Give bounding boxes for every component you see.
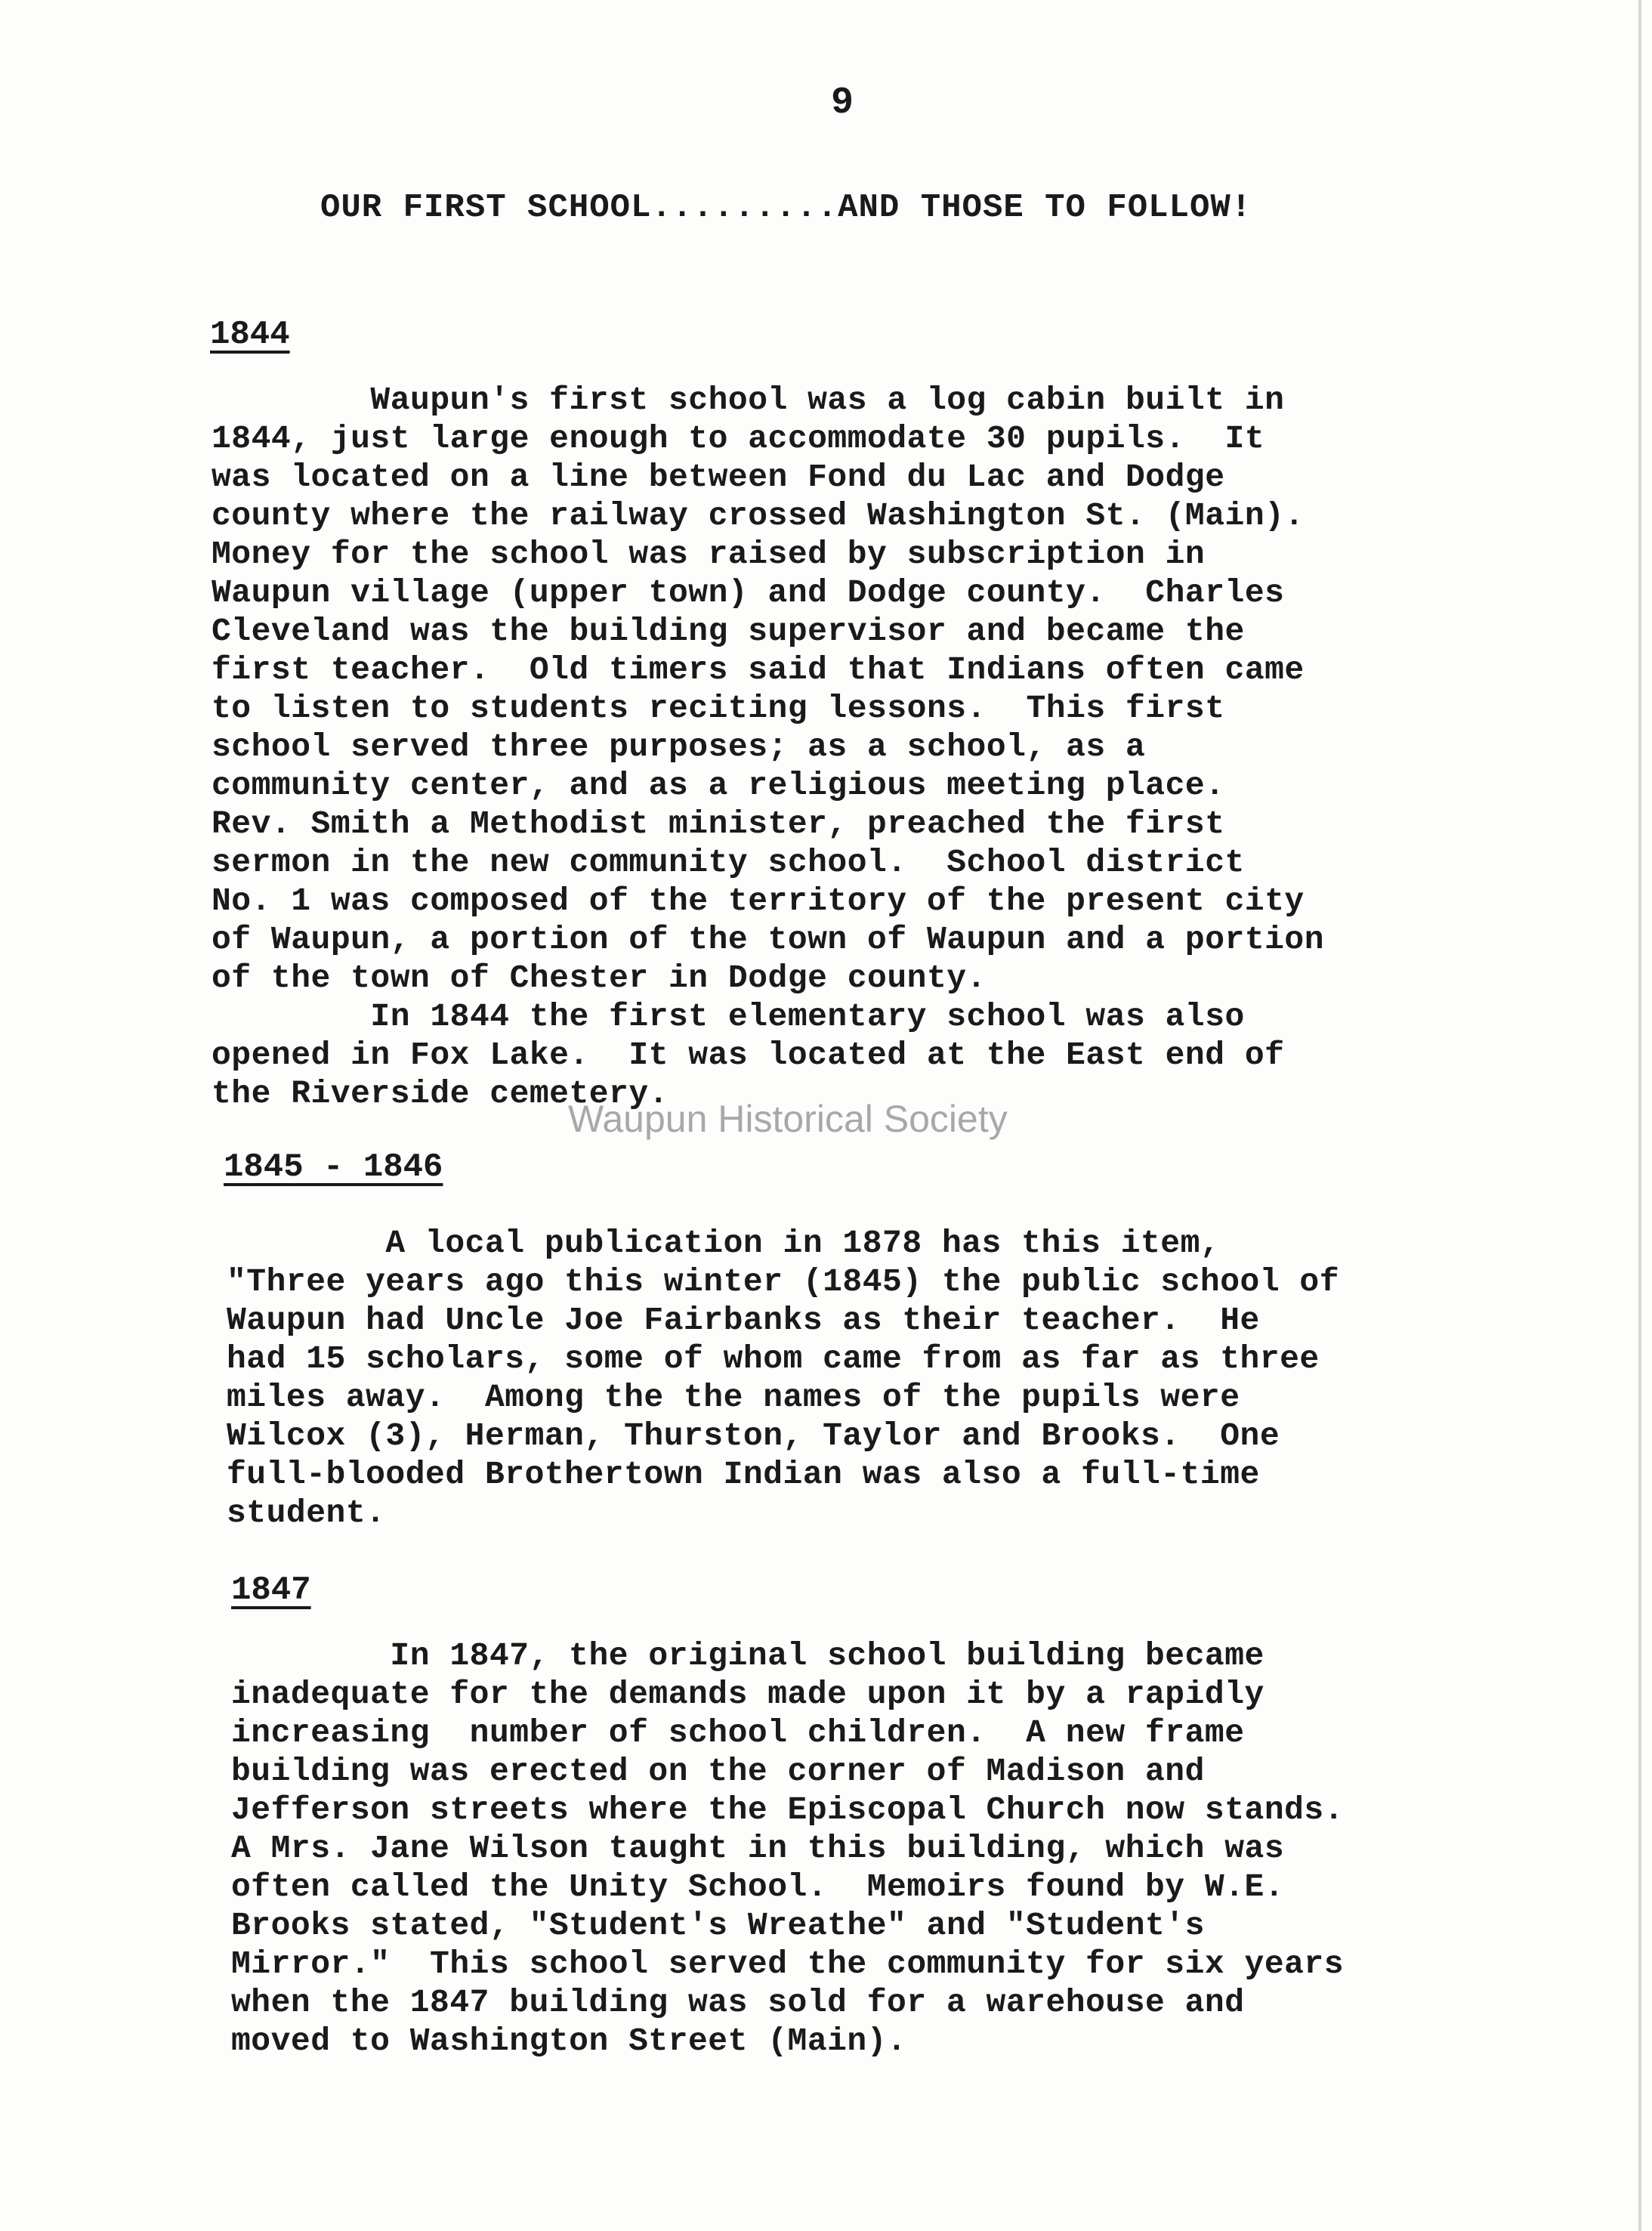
section-paragraph-1845-1846: A local publication in 1878 has this item, "Three years ago this winter (1845) the public school of Waupun had Uncle Joe Fairbanks as their teacher. He had 15 scholars, some of whom came from as far as three miles away. Among the the names of the pupils were Wilcox (3), Herman, Thurston, Taylor and Brooks. One full-blooded Brothertown Indian was also a full-time student. — [227, 1225, 1340, 1531]
watermark: Waupun Historical Society — [568, 1098, 1008, 1140]
section-paragraph-1844: Waupun's first school was a log cabin built in 1844, just large enough to accommodate 30 pupils. It was located on a line between Fond du Lac and Dodge county where the railway crossed Washington St. (Main). Money for the school was raised by subscription in Waupun village (upper town) and Dodge county. Charles Cleveland was the building supervisor and became the first teacher. Old timers said that Indians often came to listen to students reciting lessons. This first school served three purposes; as a school, as a community center, and as a religious meeting place. Rev. Smith a Methodist minister, preached the first sermon in the new community school. School district No. 1 was composed of the territory of the present city of Waupun, a portion of the town of Waupun and a portion of the town of Chester in Dodge county. In 1844 the first elementary school was also opened in Fox Lake. It was located at the East end of the Riverside cemetery. — [212, 382, 1325, 1112]
page-edge-shadow — [1638, 0, 1641, 2231]
section-heading-1847: 1847 — [231, 1571, 311, 1609]
page-number: 9 — [831, 82, 854, 125]
section-heading-1845-1846: 1845 - 1846 — [224, 1148, 443, 1186]
document-title: OUR FIRST SCHOOL.........AND THOSE TO FOLLOW! — [320, 189, 1252, 227]
section-paragraph-1847: In 1847, the original school building became inadequate for the demands made upon it by a rapidly increasing number of school children. A new frame building was erected on the corner of Madison and Jefferson streets where the Episcopal Church now stands. A Mrs. Jane Wilson taught in this building, which was often called the Unity School. Memoirs found by W.E. Brooks stated, "Student's Wreathe" and "Student's Mirror." This school served the community for six years when the 1847 building was sold for a warehouse and moved to Washington Street (Main). — [231, 1637, 1345, 2060]
section-heading-1844: 1844 — [210, 316, 290, 354]
